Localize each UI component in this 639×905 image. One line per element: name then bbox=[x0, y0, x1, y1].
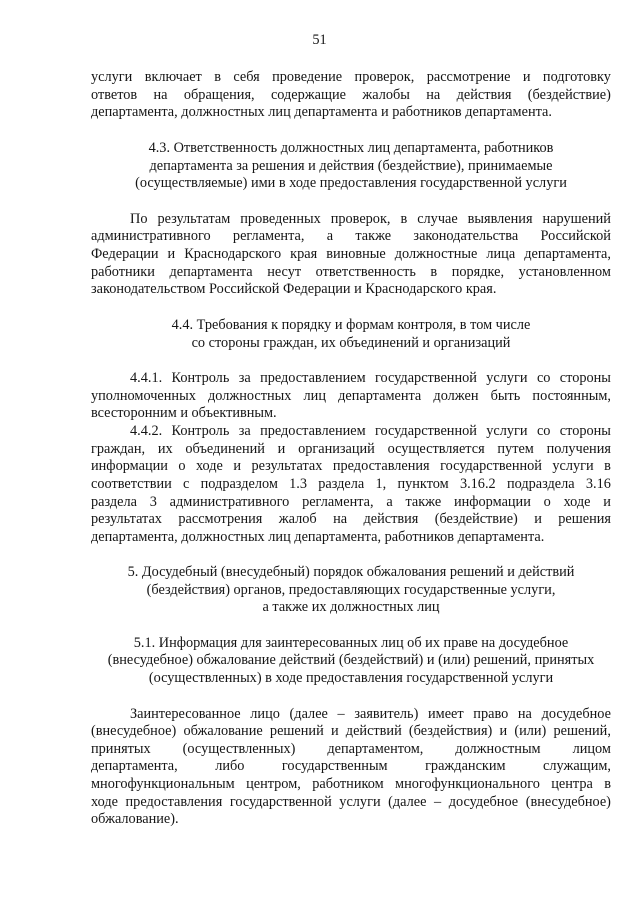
word: лица bbox=[486, 246, 516, 262]
word: действия bbox=[456, 87, 512, 103]
word: уполномоченных bbox=[91, 388, 196, 404]
word: проверок, bbox=[330, 211, 391, 227]
word: ответов bbox=[91, 87, 138, 103]
paragraph-5-1-line-6 bbox=[91, 794, 611, 811]
word: 4.4.2. bbox=[130, 423, 163, 439]
word: многофункциональным bbox=[91, 776, 235, 792]
section-heading-5-1-line-3: (осуществленных) в ходе предоставления государственной услуги bbox=[148, 670, 554, 686]
word: государственной bbox=[440, 458, 542, 474]
word: подразделом bbox=[200, 476, 278, 492]
paragraph-4-4-1-line-2 bbox=[91, 388, 611, 405]
word: По bbox=[130, 211, 148, 227]
paragraph-4-3-line-4 bbox=[91, 264, 611, 281]
word: регламента, bbox=[302, 494, 374, 510]
word: со bbox=[536, 370, 551, 386]
word: принятых bbox=[91, 741, 151, 757]
word: объединений bbox=[185, 441, 265, 457]
word: проверок, bbox=[354, 69, 415, 85]
word: случае bbox=[417, 211, 458, 227]
word: услуги bbox=[91, 69, 133, 85]
word: также bbox=[355, 228, 392, 244]
word: граждан, bbox=[91, 441, 146, 457]
word: быть bbox=[490, 388, 521, 404]
paragraph-4-3-line-3 bbox=[91, 246, 611, 263]
word: результатах bbox=[251, 458, 323, 474]
word: предоставлением bbox=[260, 423, 366, 439]
word: департамента, bbox=[524, 246, 611, 262]
word: о bbox=[543, 494, 551, 510]
word: предоставлением bbox=[260, 370, 366, 386]
word: включает bbox=[144, 69, 202, 85]
word: несут bbox=[267, 264, 302, 280]
word: должностных bbox=[207, 388, 292, 404]
word: лиц bbox=[303, 388, 326, 404]
word: многофункционального bbox=[395, 776, 540, 792]
word: служащим, bbox=[543, 758, 611, 774]
word: выявления bbox=[467, 211, 533, 227]
paragraph-4-3-line-1 bbox=[130, 211, 611, 228]
word: рассмотрение bbox=[426, 69, 511, 85]
word: досудебное bbox=[448, 794, 519, 810]
word: Контроль bbox=[171, 423, 230, 439]
word: результатам bbox=[157, 211, 231, 227]
word: в bbox=[400, 211, 408, 227]
section-heading-4-3-line-1: 4.3. Ответственность должностных лиц департамента, работников bbox=[148, 140, 554, 156]
word: содержащие bbox=[270, 87, 347, 103]
word: стороны bbox=[559, 370, 611, 386]
word: (далее bbox=[289, 706, 328, 722]
word: 4.4.1. bbox=[130, 370, 163, 386]
word: а bbox=[386, 494, 393, 510]
intro-line-1 bbox=[91, 69, 611, 86]
word: ходе bbox=[91, 794, 118, 810]
word: лицом bbox=[572, 741, 611, 757]
word: административного bbox=[169, 494, 290, 510]
word: и bbox=[233, 458, 241, 474]
word: заявитель) bbox=[354, 706, 419, 722]
word: результатах bbox=[91, 511, 162, 527]
word: со bbox=[536, 423, 551, 439]
word: и bbox=[522, 69, 531, 85]
word: департамента bbox=[169, 264, 253, 280]
word: ходе bbox=[195, 458, 223, 474]
word: работники bbox=[91, 264, 155, 280]
word: нарушений bbox=[542, 211, 611, 227]
word: подготовку bbox=[542, 69, 611, 85]
word: за bbox=[238, 370, 251, 386]
word: регламента, bbox=[232, 228, 305, 244]
word: решения bbox=[558, 511, 611, 527]
section-heading-5-line-1: 5. Досудебный (внесудебный) порядок обжалования решений и действий bbox=[127, 564, 575, 580]
word: ходе bbox=[563, 494, 591, 510]
paragraph-4-4-2-line-1 bbox=[130, 423, 611, 440]
word: работником bbox=[312, 776, 384, 792]
word: а bbox=[326, 228, 334, 244]
word: Российской bbox=[540, 228, 611, 244]
paragraph-4-4-1-line-1 bbox=[130, 370, 611, 387]
word: и bbox=[167, 246, 176, 262]
paragraph-5-1-line-7: обжалование). bbox=[91, 811, 179, 827]
word: пунктом bbox=[397, 476, 449, 492]
word: Контроль bbox=[171, 370, 230, 386]
word: на bbox=[517, 706, 532, 722]
word: и bbox=[330, 723, 339, 739]
word: проведенных bbox=[240, 211, 321, 227]
word: департаментом, bbox=[327, 741, 424, 757]
word: осуществляется bbox=[387, 441, 485, 457]
word: гражданским bbox=[425, 758, 506, 774]
word: досудебное bbox=[541, 706, 611, 722]
word: законодательства bbox=[413, 228, 519, 244]
section-heading-5-line-3: а также их должностных лиц bbox=[262, 599, 440, 615]
paragraph-5-1-line-5 bbox=[91, 776, 611, 793]
word: на bbox=[426, 87, 441, 103]
word: путем bbox=[497, 441, 534, 457]
word: и bbox=[603, 494, 611, 510]
word: с bbox=[183, 476, 190, 492]
paragraph-4-4-2-line-4 bbox=[91, 476, 611, 493]
intro-line-3: департамента, должностных лиц департамента и работников департамента. bbox=[91, 104, 552, 120]
word: либо bbox=[215, 758, 245, 774]
word: предоставления bbox=[332, 458, 430, 474]
paragraph-5-1-line-2 bbox=[91, 723, 611, 740]
word: 1, bbox=[375, 476, 387, 492]
section-heading-4-3-line-3: (осуществляемые) ими в ходе предоставления государственной услуги bbox=[135, 175, 567, 191]
word: постоянным, bbox=[532, 388, 611, 404]
word: обжалование bbox=[183, 723, 263, 739]
word: 3.16 bbox=[585, 476, 611, 492]
word: 1.3 bbox=[289, 476, 308, 492]
word: право bbox=[473, 706, 509, 722]
section-heading-5-1-line-1: 5.1. Информация для заинтересованных лиц об их праве на досудебное bbox=[133, 635, 569, 651]
word: (бездействие) bbox=[527, 87, 611, 103]
word: в bbox=[604, 776, 611, 792]
word: рассмотрения bbox=[178, 511, 263, 527]
word: и bbox=[277, 441, 286, 457]
word: государственной bbox=[229, 794, 332, 810]
word: Заинтересованное bbox=[130, 706, 241, 722]
word: государственным bbox=[281, 758, 388, 774]
paragraph-4-4-2-line-6 bbox=[91, 511, 611, 528]
paragraph-4-4-2-line-5 bbox=[91, 494, 611, 511]
word: лицо bbox=[250, 706, 280, 722]
word: – bbox=[337, 706, 345, 722]
word: о bbox=[178, 458, 186, 474]
word: Федерации bbox=[91, 246, 159, 262]
word: департамента, bbox=[91, 758, 178, 774]
word: должен bbox=[433, 388, 479, 404]
word: себя bbox=[233, 69, 260, 85]
word: действия bbox=[363, 511, 419, 527]
word: услуги bbox=[486, 370, 528, 386]
word: услуги bbox=[552, 458, 594, 474]
word: жалоб bbox=[278, 511, 317, 527]
word: 3 bbox=[149, 494, 157, 510]
word: имеет bbox=[428, 706, 464, 722]
word: центра bbox=[551, 776, 593, 792]
word: стороны bbox=[559, 423, 611, 439]
paragraph-5-1-line-4 bbox=[91, 758, 611, 775]
word: департамента bbox=[338, 388, 422, 404]
word: (осуществленных) bbox=[182, 741, 296, 757]
word: также bbox=[405, 494, 442, 510]
word: в bbox=[214, 69, 221, 85]
word: (или) bbox=[514, 723, 547, 739]
word: предоставления bbox=[125, 794, 223, 810]
page-number: 51 bbox=[312, 32, 327, 48]
word: решений, bbox=[553, 723, 611, 739]
word: на bbox=[153, 87, 168, 103]
word: раздела bbox=[91, 494, 137, 510]
section-heading-4-4-line-2: со стороны граждан, их объединений и организаций bbox=[191, 335, 511, 351]
section-heading-5-1-line-2: (внесудебное) обжалование действий (бездействий) и (или) решений, принятых bbox=[107, 652, 595, 668]
word: подраздела bbox=[506, 476, 575, 492]
word: действий bbox=[345, 723, 402, 739]
section-heading-4-3-line-2: департамента за решения и действия (бездействие), принимаемые bbox=[149, 158, 553, 174]
word: (бездействие) bbox=[434, 511, 518, 527]
word: (внесудебное) bbox=[525, 794, 611, 810]
word: на bbox=[333, 511, 348, 527]
word: и bbox=[499, 723, 508, 739]
word: решений bbox=[269, 723, 324, 739]
word: виновные bbox=[326, 246, 386, 262]
paragraph-4-4-2-line-3 bbox=[91, 458, 611, 475]
section-heading-4-4-line-1: 4.4. Требования к порядку и формам контроля, в том числе bbox=[171, 317, 531, 333]
paragraph-5-1-line-3 bbox=[91, 741, 611, 758]
word: – bbox=[434, 794, 442, 810]
word: административного bbox=[91, 228, 211, 244]
word: проведение bbox=[272, 69, 343, 85]
paragraph-4-3-line-5: законодательством Российской Федерации и Краснодарского края. bbox=[91, 281, 497, 297]
word: организаций bbox=[298, 441, 375, 457]
word: и bbox=[534, 511, 542, 527]
word: (внесудебное) bbox=[91, 723, 177, 739]
word: ответственность bbox=[315, 264, 416, 280]
word: за bbox=[238, 423, 251, 439]
word: их bbox=[157, 441, 173, 457]
word: услуги bbox=[339, 794, 381, 810]
word: края bbox=[290, 246, 318, 262]
word: жалобы bbox=[362, 87, 410, 103]
paragraph-4-4-1-line-3: всесторонним и объективным. bbox=[91, 405, 277, 421]
word: государственной bbox=[375, 423, 477, 439]
paragraph-5-1-line-1 bbox=[130, 706, 611, 723]
section-heading-5-line-2: (бездействия) органов, предоставляющих государственные услуги, bbox=[146, 582, 556, 598]
word: 3.16.2 bbox=[459, 476, 496, 492]
word: центром, bbox=[246, 776, 301, 792]
word: получения bbox=[546, 441, 611, 457]
word: должностные bbox=[394, 246, 478, 262]
word: услуги bbox=[486, 423, 528, 439]
word: должностным bbox=[455, 741, 541, 757]
word: обращения, bbox=[183, 87, 255, 103]
paragraph-4-4-2-line-7: департамента, должностных лиц департамента, работников департамента. bbox=[91, 529, 545, 545]
word: соответствии bbox=[91, 476, 172, 492]
word: (бездействия) bbox=[408, 723, 493, 739]
word: в bbox=[604, 458, 611, 474]
paragraph-4-3-line-2 bbox=[91, 228, 611, 245]
word: Краснодарского bbox=[184, 246, 282, 262]
paragraph-4-4-2-line-2 bbox=[91, 441, 611, 458]
word: информации bbox=[91, 458, 168, 474]
word: государственной bbox=[375, 370, 477, 386]
intro-line-2 bbox=[91, 87, 611, 104]
word: порядке, bbox=[451, 264, 505, 280]
word: раздела bbox=[318, 476, 365, 492]
word: информации bbox=[453, 494, 531, 510]
word: установленном bbox=[518, 264, 611, 280]
word: в bbox=[430, 264, 438, 280]
word: (далее bbox=[388, 794, 427, 810]
